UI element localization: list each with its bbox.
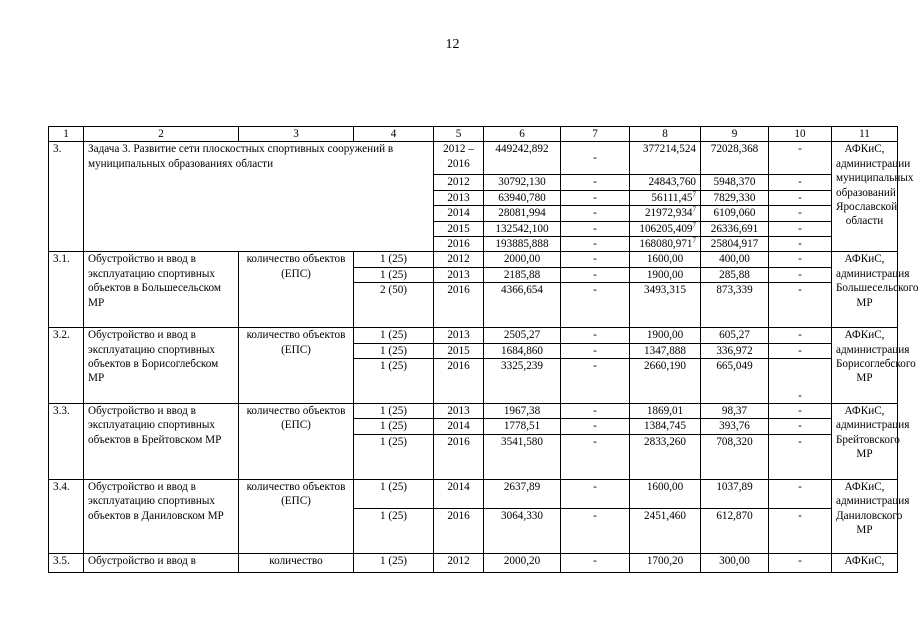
col7-cell: - <box>561 508 630 553</box>
col8-cell: 24843,760 <box>630 175 701 190</box>
year-cell: 2016 <box>434 283 484 328</box>
col10-cell: - <box>769 434 832 479</box>
col8-cell: 2833,260 <box>630 434 701 479</box>
indicator-cell: количество объектов (ЕПС) <box>239 328 354 404</box>
indicator-cell: количество объектов (ЕПС) <box>239 479 354 553</box>
col8-cell: 1384,745 <box>630 419 701 434</box>
col9-cell: 336,972 <box>701 343 769 358</box>
indicator-value-cell: 1 (25) <box>354 479 434 508</box>
total-cell: 4366,654 <box>484 283 561 328</box>
col10-cell: - <box>769 221 832 236</box>
col10-cell: - <box>769 190 832 205</box>
row-number-cell: 3.2. <box>49 328 84 404</box>
col7-cell: - <box>561 343 630 358</box>
indicator-value-cell: 1 (25) <box>354 553 434 572</box>
total-cell: 30792,130 <box>484 175 561 190</box>
col10-cell: - <box>769 267 832 282</box>
col8-cell: 1869,01 <box>630 404 701 419</box>
executor-cell: АФКиС, администрация Брейтовского МР <box>832 404 898 480</box>
indicator-value-cell: 1 (25) <box>354 359 434 404</box>
year-cell: 2016 <box>434 359 484 404</box>
col9-cell: 400,00 <box>701 252 769 267</box>
col8-cell: 2660,190 <box>630 359 701 404</box>
item-row <box>49 404 898 419</box>
indicator-value-cell: 1 (25) <box>354 508 434 553</box>
indicator-value-cell: 1 (25) <box>354 328 434 343</box>
col7-cell: - <box>561 434 630 479</box>
col8-cell: 1600,00 <box>630 252 701 267</box>
col9-cell: 285,88 <box>701 267 769 282</box>
row-number-cell: 3.5. <box>49 553 84 572</box>
column-number-cell: 5 <box>434 127 484 142</box>
total-cell: 2637,89 <box>484 479 561 508</box>
item-description-cell: Обустройство и ввод в эксплуатацию спортивных объектов в Даниловском МР <box>84 479 239 553</box>
executor-cell: АФКиС, администрация Борисоглебского МР <box>832 328 898 404</box>
total-cell: 1967,38 <box>484 404 561 419</box>
col8-cell: 1600,00 <box>630 479 701 508</box>
year-cell: 2012 <box>434 175 484 190</box>
footnote-mark: 7 <box>692 190 696 199</box>
col10-cell: - <box>769 252 832 267</box>
col7-cell: - <box>561 175 630 190</box>
col10-cell: - <box>769 479 832 508</box>
indicator-value-cell: 1 (25) <box>354 343 434 358</box>
total-cell: 2000,00 <box>484 252 561 267</box>
total-cell: 3064,330 <box>484 508 561 553</box>
item-description-cell: Обустройство и ввод в эксплуатацию спортивных объектов в Борисоглебском МР <box>84 328 239 404</box>
item-row <box>49 553 898 572</box>
total-cell: 1684,860 <box>484 343 561 358</box>
total-cell: 193885,888 <box>484 237 561 252</box>
item-row <box>49 252 898 267</box>
col7-cell: - <box>561 206 630 221</box>
footnote-mark: 7 <box>692 205 696 214</box>
col9-cell: 6109,060 <box>701 206 769 221</box>
indicator-value-cell: 1 (25) <box>354 252 434 267</box>
col7-cell: - <box>561 479 630 508</box>
total-cell: 63940,780 <box>484 190 561 205</box>
col10-cell: - <box>769 142 832 175</box>
col8-cell: 21972,934$^7$ <box>630 206 701 221</box>
total-cell: 3541,580 <box>484 434 561 479</box>
year-cell: 2015 <box>434 343 484 358</box>
col8-cell: 1700,20 <box>630 553 701 572</box>
year-cell: 2013 <box>434 267 484 282</box>
indicator-cell: количество <box>239 553 354 572</box>
indicator-value-cell: 1 (25) <box>354 404 434 419</box>
col8-cell: 1900,00 <box>630 267 701 282</box>
col8-cell: 377214,524 <box>630 142 701 175</box>
year-cell: 2014 <box>434 419 484 434</box>
column-number-cell: 8 <box>630 127 701 142</box>
col10-cell: - <box>769 404 832 419</box>
col8-cell: 1900,00 <box>630 328 701 343</box>
col9-cell: 26336,691 <box>701 221 769 236</box>
item-description-cell: Обустройство и ввод в эксплуатацию спортивных объектов в Брейтовском МР <box>84 404 239 480</box>
col10-cell: - <box>769 206 832 221</box>
indicator-cell: количество объектов (ЕПС) <box>239 252 354 328</box>
col9-cell: 708,320 <box>701 434 769 479</box>
item-description-cell: Обустройство и ввод в эксплуатацию спортивных объектов в Большесельском МР <box>84 252 239 328</box>
executor-cell: АФКиС, <box>832 553 898 572</box>
footnote-mark: 7 <box>692 236 696 245</box>
col7-cell: - <box>561 190 630 205</box>
column-number-cell: 3 <box>239 127 354 142</box>
total-cell: 2000,20 <box>484 553 561 572</box>
col10-cell: - <box>769 328 832 343</box>
row-number-cell: 3.1. <box>49 252 84 328</box>
col8-cell: 56111,45$^7$ <box>630 190 701 205</box>
col10-cell: - <box>769 175 832 190</box>
col8-cell: 3493,315 <box>630 283 701 328</box>
row-number-cell: 3.3. <box>49 404 84 480</box>
col9-cell: 665,049 <box>701 359 769 404</box>
col7-cell: - <box>561 553 630 572</box>
indicator-value-cell: 2 (50) <box>354 283 434 328</box>
year-cell: 2013 <box>434 404 484 419</box>
col9-cell: 393,76 <box>701 419 769 434</box>
col9-cell: 605,27 <box>701 328 769 343</box>
col8-cell: 106205,409$^7$ <box>630 221 701 236</box>
year-cell: 2012 <box>434 252 484 267</box>
column-number-cell: 1 <box>49 127 84 142</box>
col10-cell: - <box>769 419 832 434</box>
col8-cell: 168080,971$^7$ <box>630 237 701 252</box>
row-number-cell: 3.4. <box>49 479 84 553</box>
col7-cell: - <box>561 267 630 282</box>
col10-cell: - <box>769 359 832 404</box>
column-number-cell: 11 <box>832 127 898 142</box>
header-row <box>49 127 898 142</box>
program-table <box>48 126 919 573</box>
year-cell: 2012 – 2016 <box>434 142 484 175</box>
row-number-cell: 3. <box>49 142 84 252</box>
footnote-mark: 7 <box>692 220 696 229</box>
column-number-cell: 10 <box>769 127 832 142</box>
item-row <box>49 328 898 343</box>
col9-cell: 72028,368 <box>701 142 769 175</box>
year-cell: 2013 <box>434 190 484 205</box>
indicator-cell: количество объектов (ЕПС) <box>239 404 354 480</box>
year-cell: 2016 <box>434 508 484 553</box>
col7-cell: - <box>561 283 630 328</box>
col9-cell: 612,870 <box>701 508 769 553</box>
item-description-cell: Обустройство и ввод в <box>84 553 239 572</box>
total-cell: 2185,88 <box>484 267 561 282</box>
col9-cell: 5948,370 <box>701 175 769 190</box>
col7-cell: - <box>561 142 630 175</box>
column-number-cell: 2 <box>84 127 239 142</box>
col7-cell: - <box>561 404 630 419</box>
indicator-value-cell: 1 (25) <box>354 267 434 282</box>
page-number: 12 <box>445 37 460 52</box>
indicator-value-cell: 1 (25) <box>354 434 434 479</box>
year-cell: 2014 <box>434 479 484 508</box>
year-cell: 2015 <box>434 221 484 236</box>
col8-cell: 1347,888 <box>630 343 701 358</box>
col10-cell: - <box>769 508 832 553</box>
col7-cell: - <box>561 252 630 267</box>
total-cell: 132542,100 <box>484 221 561 236</box>
column-number-cell: 9 <box>701 127 769 142</box>
total-cell: 449242,892 <box>484 142 561 175</box>
year-cell: 2014 <box>434 206 484 221</box>
col7-cell: - <box>561 328 630 343</box>
total-cell: 3325,239 <box>484 359 561 404</box>
year-cell: 2016 <box>434 237 484 252</box>
total-cell: 2505,27 <box>484 328 561 343</box>
col7-cell: - <box>561 419 630 434</box>
total-cell: 1778,51 <box>484 419 561 434</box>
column-number-cell: 7 <box>561 127 630 142</box>
year-cell: 2013 <box>434 328 484 343</box>
col7-cell: - <box>561 221 630 236</box>
col9-cell: 300,00 <box>701 553 769 572</box>
col10-cell: - <box>769 553 832 572</box>
col7-cell: - <box>561 237 630 252</box>
year-cell: 2016 <box>434 434 484 479</box>
executor-cell: АФКиС, администрации муниципальных образований Ярославской области <box>832 142 898 252</box>
col9-cell: 7829,330 <box>701 190 769 205</box>
executor-cell: АФКиС, администрация Даниловского МР <box>832 479 898 553</box>
col9-cell: 98,37 <box>701 404 769 419</box>
col9-cell: 873,339 <box>701 283 769 328</box>
col9-cell: 1037,89 <box>701 479 769 508</box>
task-row <box>49 142 898 175</box>
col10-cell: - <box>769 283 832 328</box>
col9-cell: 25804,917 <box>701 237 769 252</box>
col10-cell: - <box>769 343 832 358</box>
item-row <box>49 479 898 508</box>
total-cell: 28081,994 <box>484 206 561 221</box>
col7-cell: - <box>561 359 630 404</box>
indicator-value-cell: 1 (25) <box>354 419 434 434</box>
year-cell: 2012 <box>434 553 484 572</box>
column-number-cell: 6 <box>484 127 561 142</box>
col8-cell: 2451,460 <box>630 508 701 553</box>
col10-cell: - <box>769 237 832 252</box>
task-title-cell: Задача 3. Развитие сети плоскостных спортивных сооружений в муниципальных образованиях области <box>84 142 434 252</box>
executor-cell: АФКиС, администрация Большесельского МР <box>832 252 898 328</box>
column-number-cell: 4 <box>354 127 434 142</box>
